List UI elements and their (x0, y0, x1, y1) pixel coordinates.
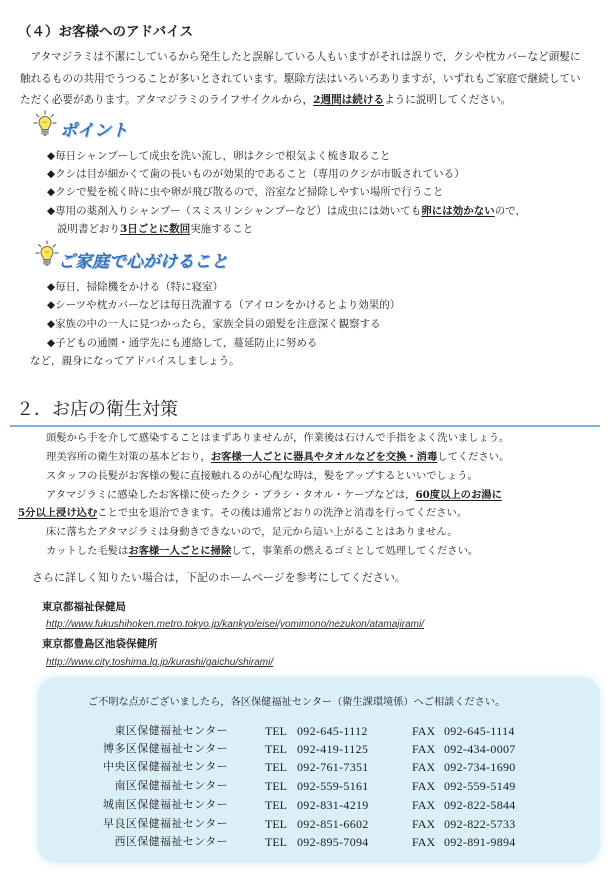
advice-intro-line-3 (20, 93, 511, 107)
tel-label: TEL (265, 742, 287, 756)
contact-intro: ご不明な点がございましたら，各区保健福祉センター（衛生課環境係）へご相談ください。 (88, 697, 506, 708)
fax-label: FAX (412, 742, 436, 756)
contact-row (0, 778, 609, 794)
contact-row (0, 816, 609, 832)
fax-number: 092-645-1114 (444, 724, 515, 738)
hygiene-line (18, 506, 467, 520)
emphasis-text: 5分以上浸け込む (18, 507, 98, 519)
hygiene-line (46, 469, 478, 483)
center-name: 南区保健福祉センター (114, 779, 228, 792)
tel-number: 092-831-4219 (297, 798, 369, 812)
lightbulb-icon (33, 110, 57, 142)
hygiene-text: して，事業系の燃えるゴミとして処理してください。 (231, 545, 479, 557)
hygiene-text: スタッフの長髪がお客様の髪に直接触れるのが心配な時は，髪をアップするといいでしょう。 (46, 470, 478, 482)
emphasis-text: 60度以上のお湯に (415, 489, 502, 501)
points-item: ◆クシで髪を梳く時に虫や卵が飛び散るので，浴室など掃除しやすい場所で行うこと (47, 186, 444, 198)
emphasis-text: お客様一人ごとに器具やタオルなどを交換・消毒 (210, 451, 438, 463)
fax-number: 092-822-5733 (444, 817, 516, 831)
fax-label: FAX (412, 760, 436, 774)
emphasis-text: 卵には効かない (421, 205, 495, 217)
references-intro: さらに詳しく知りたい場合は，下記のホームページを参考にしてください。 (32, 571, 406, 584)
tel-number: 092-419-1125 (297, 742, 369, 756)
reference-organization: 東京都豊島区池袋保健所 (42, 638, 158, 650)
hygiene-text: カットした毛髪は (46, 545, 129, 557)
tel-label: TEL (265, 798, 287, 812)
fax-number: 092-822-5844 (444, 798, 516, 812)
tel-label: TEL (265, 835, 287, 849)
fax-label: FAX (412, 798, 436, 812)
hygiene-line (46, 488, 502, 502)
center-name: 中央区保健福祉センター (103, 760, 228, 773)
center-name: 城南区保健福祉センター (103, 798, 228, 811)
points-item (47, 204, 526, 218)
hygiene-text: してください。 (437, 451, 510, 463)
tel-label: TEL (265, 760, 287, 774)
points-item-text: 実施すること (190, 223, 254, 235)
intro-text: ただく必要があります。アタマジラミのライフサイクルから， (20, 94, 314, 106)
contact-row (0, 759, 609, 775)
points-item-text: ので， (494, 205, 527, 217)
home-care-item: ◆子どもの通園・通学先にも連絡して，蔓延防止に努める (47, 337, 318, 349)
home-care-heading: ご家庭で心がけること (58, 252, 228, 272)
emphasis-text: 2週間は続ける (313, 94, 385, 106)
reference-link[interactable]: http://www.city.toshima.lg.jp/kurashi/gaichu/shirami/ (46, 657, 274, 668)
points-heading: ポイント (60, 121, 128, 141)
hygiene-line (46, 525, 458, 539)
contact-row (0, 797, 609, 813)
hygiene-text: 理美容所の衛生対策の基本どおり， (46, 451, 211, 463)
lightbulb-icon (35, 240, 59, 272)
fax-number: 092-434-0007 (444, 742, 516, 756)
section-divider (10, 425, 600, 427)
home-care-item: ◆毎日，掃除機をかける（特に寝室） (47, 281, 224, 293)
contact-row (0, 741, 609, 757)
home-care-closing: など，親身になってアドバイスしましょう。 (30, 355, 240, 367)
contact-row (0, 834, 609, 850)
advice-intro-line-1: アタマジラミは不潔にしているから発生したと誤解している人もいますがそれは誤りで，クシや枕カバーなど頭髪に (30, 51, 581, 63)
fax-number: 092-559-5149 (444, 779, 516, 793)
hygiene-text: 床に落ちたアタマジラミは身動きできないので，足元から這い上がることはありません。 (46, 526, 458, 538)
tel-number: 092-851-6602 (297, 817, 369, 831)
home-care-item: ◆シーツや枕カバーなどは毎日洗濯する（アイロンをかけるとより効果的） (47, 299, 401, 311)
points-item-text: ◆専用の薬剤入りシャンプー（スミスリンシャンプーなど）は成虫には効いても (47, 205, 422, 217)
tel-number: 092-559-5161 (297, 779, 369, 793)
hygiene-text: ことで虫を退治できます。その後は通常どおりの洗浄と消毒を行ってください。 (97, 507, 468, 519)
points-item-text: 説明書どおり (57, 223, 120, 235)
emphasis-text: 3日ごとに数回 (120, 223, 191, 235)
fax-label: FAX (412, 817, 436, 831)
fax-label: FAX (412, 835, 436, 849)
hygiene-line (46, 450, 509, 464)
tel-number: 092-895-7094 (297, 835, 369, 849)
fax-number: 092-734-1690 (444, 760, 516, 774)
tel-label: TEL (265, 779, 287, 793)
points-item: ◆クシは目が細かくて歯の長いものが効果的であること（専用のクシが市販されている） (47, 168, 465, 180)
hygiene-line (46, 544, 478, 558)
tel-number: 092-645-1112 (297, 724, 368, 738)
center-name: 東区保健福祉センター (114, 724, 228, 737)
points-item: ◆毎日シャンプーして成虫を洗い流し，卵はクシで根気よく梳き取ること (47, 150, 391, 162)
hygiene-line (46, 431, 509, 445)
home-care-item: ◆家族の中の一人に見つかったら，家族全員の頭髪を注意深く観察する (47, 318, 381, 330)
center-name: 西区保健福祉センター (114, 835, 228, 848)
advice-intro-line-2: 触れるものの共用でうつることが多いとされています。駆除方法はいろいろありますが，いずれもご家庭で継続してい (20, 73, 581, 85)
fax-number: 092-891-9894 (444, 835, 516, 849)
reference-organization: 東京都福祉保健局 (42, 601, 126, 613)
fax-label: FAX (412, 779, 436, 793)
center-name: 博多区保健福祉センター (103, 742, 228, 755)
advice-section-heading: （４）お客様へのアドバイス (18, 24, 194, 40)
emphasis-text: お客様一人ごとに掃除 (128, 545, 232, 557)
hygiene-section-heading: ２．お店の衛生対策 (16, 399, 178, 420)
center-name: 早良区保健福祉センター (103, 817, 228, 830)
tel-number: 092-761-7351 (297, 760, 369, 774)
hygiene-text: 頭髪から手を介して感染することはまずありませんが，作業後は石けんで手指をよく洗いましょう。 (46, 432, 510, 444)
hygiene-text: アタマジラミに感染したお客様に使ったクシ・ブラシ・タオル・ケープなどは， (46, 489, 416, 501)
tel-label: TEL (265, 817, 287, 831)
reference-link[interactable]: http://www.fukushihoken.metro.tokyo.jp/kankyo/eisei/yomimono/nezukon/atamajirami/ (46, 619, 424, 630)
points-item-continuation (57, 222, 253, 236)
contact-row (0, 723, 609, 739)
intro-text: ように説明してください。 (384, 94, 512, 106)
tel-label: TEL (265, 724, 287, 738)
fax-label: FAX (412, 724, 436, 738)
